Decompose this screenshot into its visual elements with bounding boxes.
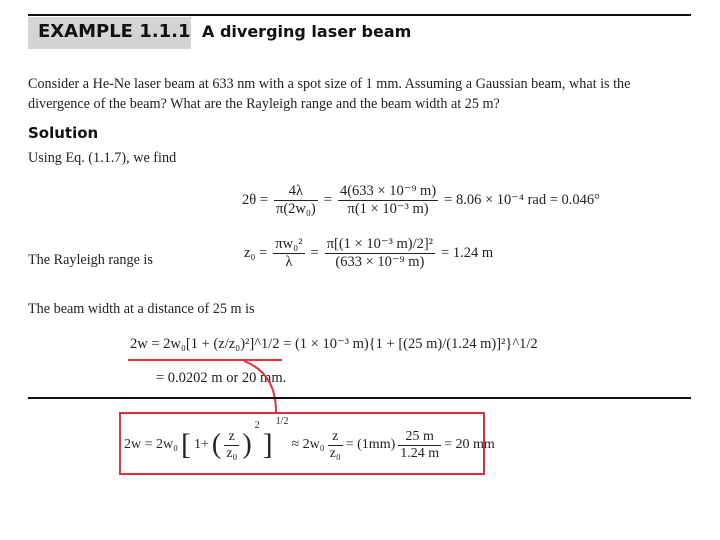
- highlight-equation: [124, 416, 495, 470]
- example-label: EXAMPLE 1.1.1: [38, 21, 191, 42]
- fraction-numerator: 25 m: [405, 428, 434, 444]
- highlight-result: = 20 mm: [444, 437, 495, 452]
- highlight-fraction-3: [398, 429, 441, 462]
- fraction-denominator: z₀: [329, 445, 341, 461]
- highlight-fraction-2: [328, 429, 343, 462]
- fraction-numerator: z: [228, 428, 235, 444]
- right-bracket: ]: [262, 428, 273, 461]
- highlight-approx: ≈ 2w₀: [291, 437, 325, 452]
- fraction-numerator: 4λ: [288, 183, 304, 199]
- highlight-lhs: 2w = 2w₀: [124, 437, 178, 452]
- inner-exponent: 2: [254, 420, 260, 431]
- fraction-denominator: z₀: [226, 445, 238, 461]
- rayleigh-label: The Rayleigh range is: [28, 252, 153, 268]
- solution-heading: Solution: [28, 124, 99, 142]
- divergence-result: = 8.06 × 10⁻⁴ rad = 0.046°: [444, 192, 600, 208]
- example-title: A diverging laser beam: [202, 22, 412, 41]
- solution-intro: Using Eq. (1.1.7), we find: [28, 150, 177, 166]
- highlight-one-mm: = (1mm): [345, 437, 396, 452]
- fraction-denominator: π(2w₀): [276, 201, 316, 217]
- right-paren: ): [242, 429, 252, 460]
- equals-sign: =: [310, 245, 319, 261]
- fraction-denominator: π(1 × 10⁻³ m): [338, 200, 438, 218]
- beam-width-label: The beam width at a distance of 25 m is: [28, 301, 255, 317]
- rayleigh-lhs: z₀ =: [244, 245, 268, 261]
- equals-sign: =: [323, 192, 332, 208]
- rayleigh-result: = 1.24 m: [441, 245, 494, 261]
- fraction-denominator: (633 × 10⁻⁹ m): [325, 253, 435, 271]
- left-bracket: [: [181, 428, 191, 461]
- beam-width-equation: 2w = 2w₀[1 + (z/z₀)²]^1/2 = (1 × 10⁻³ m){1 + [(25 m)/(1.24 m)]²}^1/2: [130, 336, 538, 352]
- fraction-numerator: 4(633 × 10⁻⁹ m): [339, 183, 437, 199]
- fraction-denominator: λ: [273, 253, 304, 271]
- bottom-rule: [28, 397, 691, 399]
- beam-width-result: = 0.0202 m or 20 mm.: [156, 370, 287, 386]
- fraction-denominator: 1.24 m: [400, 445, 440, 461]
- fraction-numerator: πw₀²: [275, 236, 303, 252]
- fraction-numerator: z: [332, 428, 339, 444]
- problem-text: Consider a He-Ne laser beam at 633 nm with a spot size of 1 mm. Assuming a Gaussian beam, what is the divergence of the beam? What are the Rayleigh range and the beam width at 25 m?: [28, 76, 631, 112]
- divergence-lhs: 2θ =: [242, 192, 268, 208]
- outer-exponent: 1/2: [275, 416, 289, 427]
- left-paren: (: [211, 429, 222, 460]
- highlight-inner-fraction: [224, 429, 239, 462]
- fraction-numerator: π[(1 × 10⁻³ m)/2]²: [326, 236, 434, 252]
- highlight-one-plus: 1+: [194, 437, 209, 452]
